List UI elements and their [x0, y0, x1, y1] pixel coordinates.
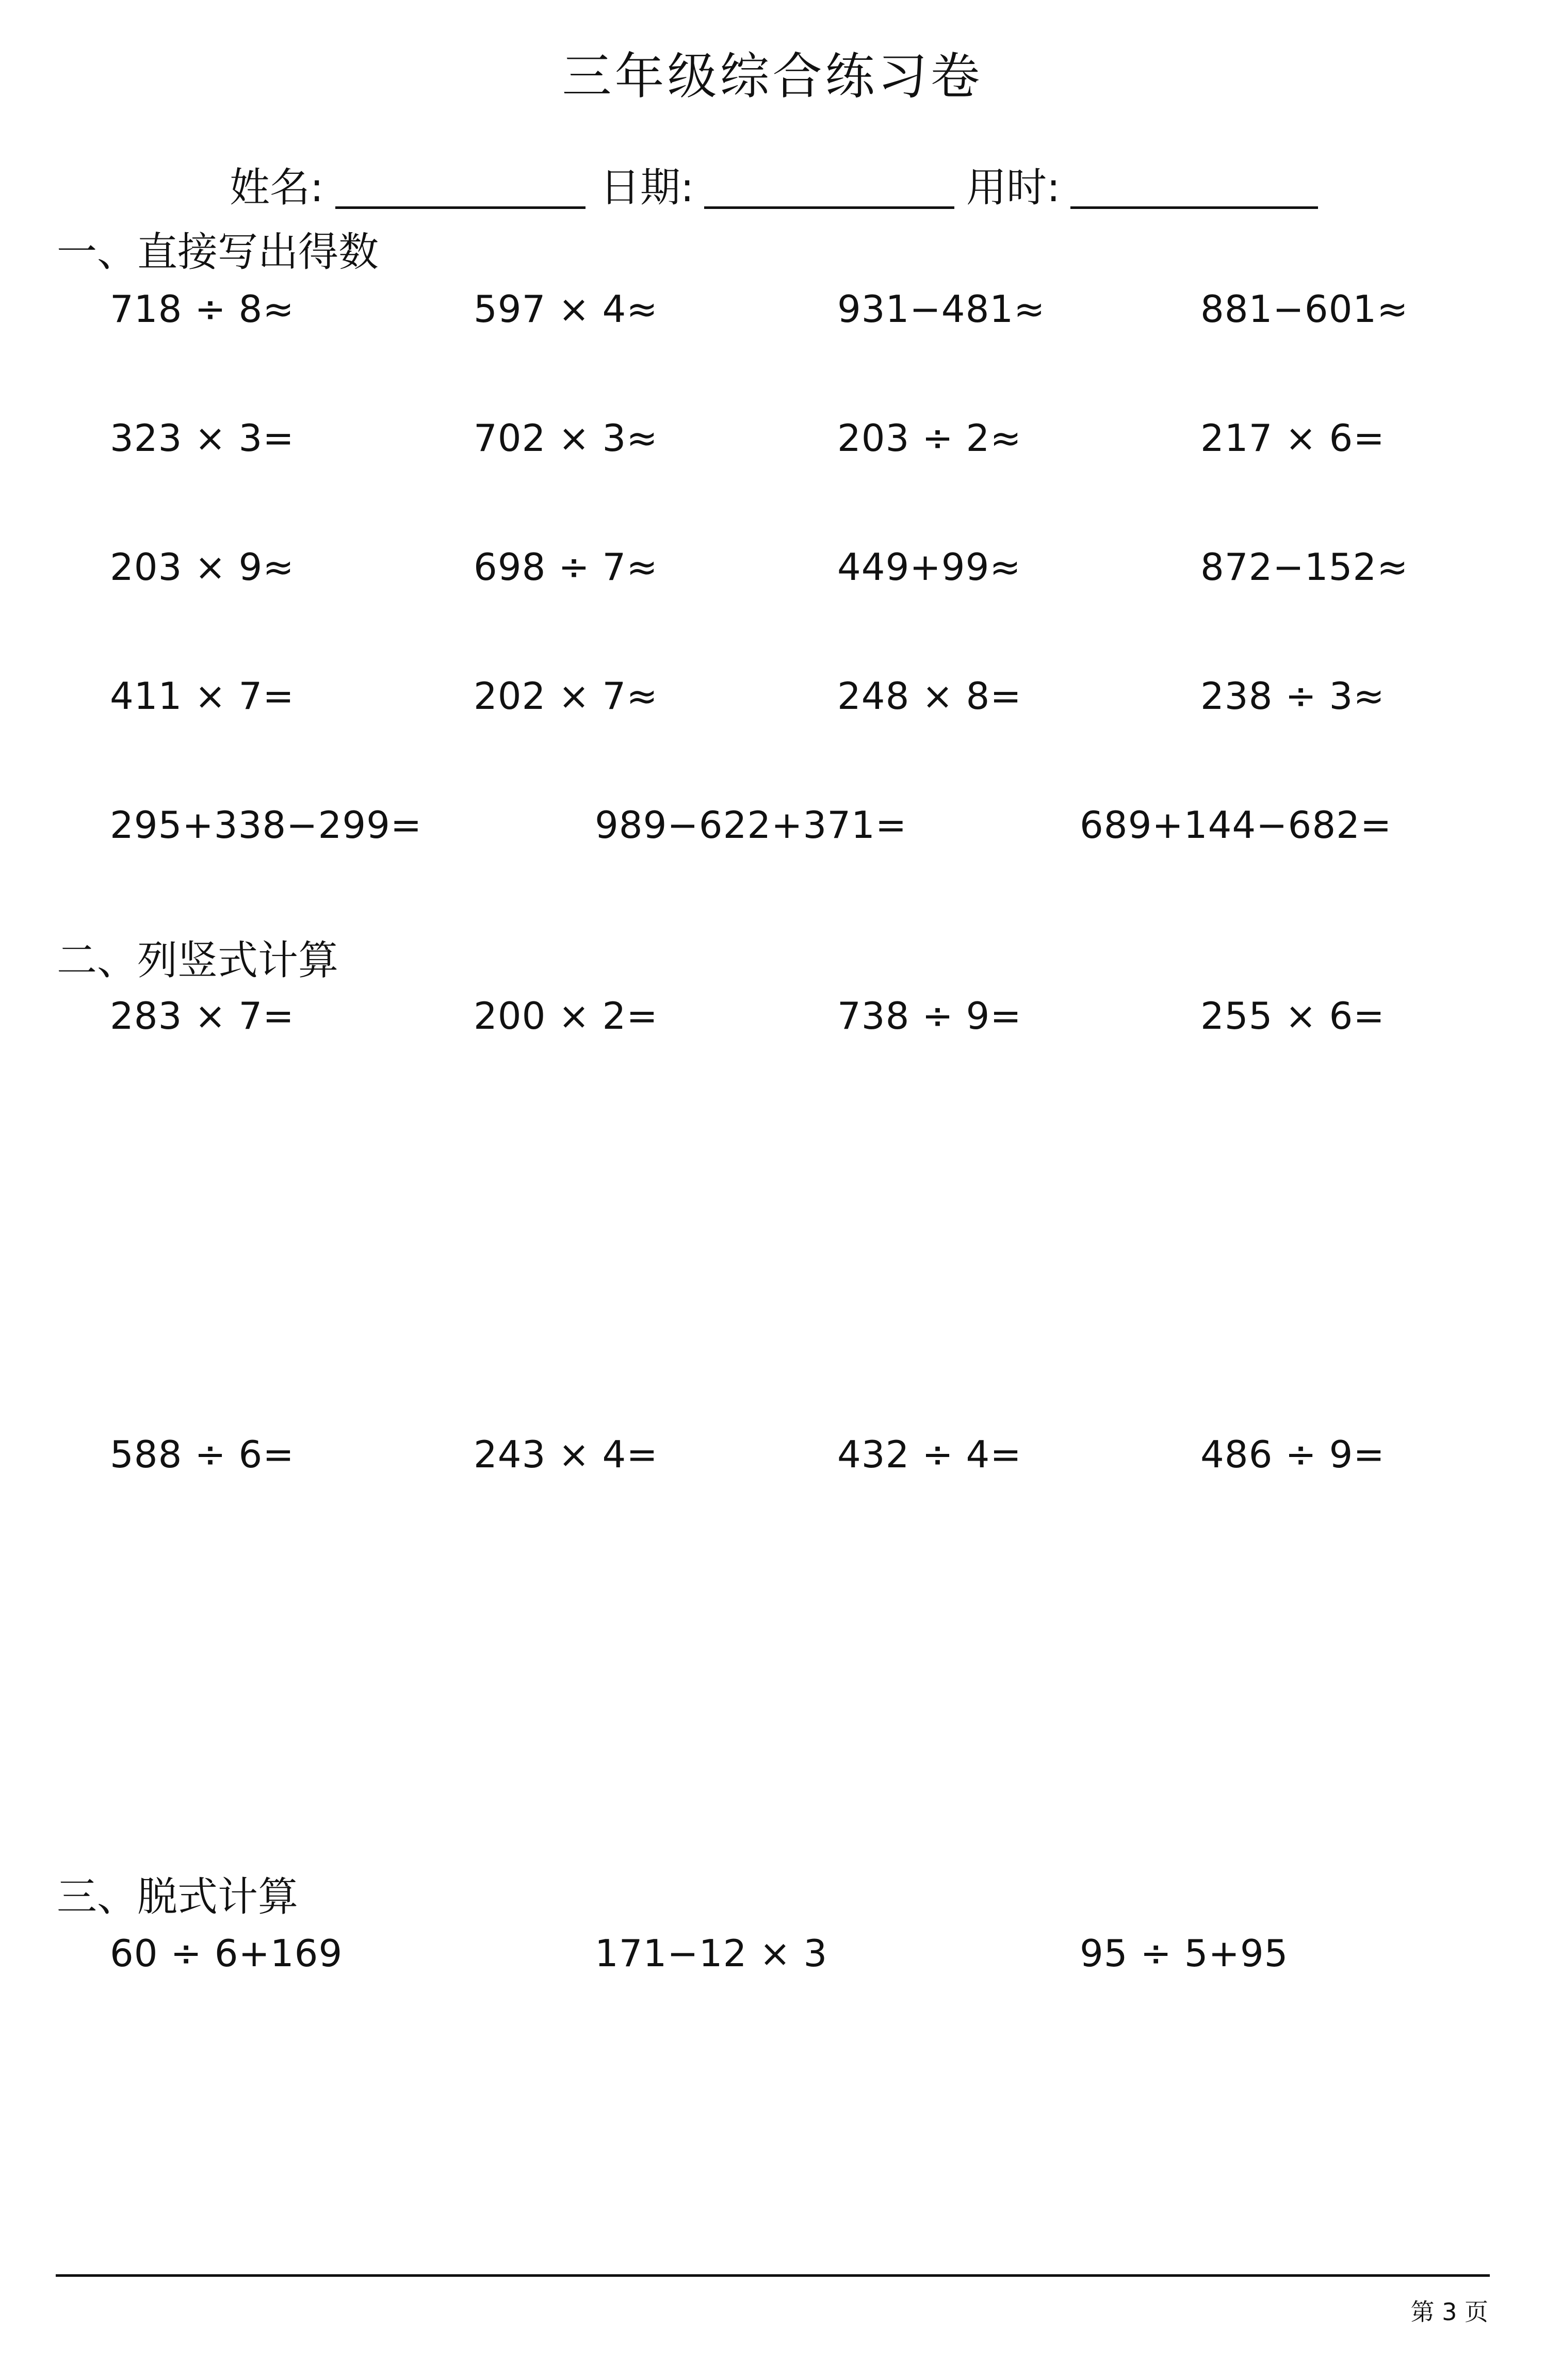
problem: 243 × 4=: [474, 1433, 658, 1476]
problem: 931−481≈: [837, 287, 1046, 331]
problem: 588 ÷ 6=: [110, 1433, 295, 1476]
problem: 203 × 9≈: [110, 545, 295, 589]
problem: 238 ÷ 3≈: [1200, 674, 1385, 718]
problem: 411 × 7=: [110, 674, 295, 718]
problem: 872−152≈: [1200, 545, 1409, 589]
time-blank[interactable]: [1070, 206, 1318, 209]
name-blank[interactable]: [335, 206, 586, 209]
problem: 203 ÷ 2≈: [837, 416, 1022, 460]
problem: 248 × 8=: [837, 674, 1022, 718]
problem: 718 ÷ 8≈: [110, 287, 295, 331]
section-title-direct-answers: 一、直接写出得数: [57, 229, 379, 276]
problem: 689+144−682=: [1080, 803, 1392, 847]
date-blank[interactable]: [704, 206, 954, 209]
page-number: 第 3 页: [1410, 2298, 1488, 2326]
section-title-vertical-calculation: 二、列竖式计算: [57, 937, 339, 984]
problem: 738 ÷ 9=: [837, 994, 1022, 1038]
problem: 486 ÷ 9=: [1200, 1433, 1385, 1476]
problem: 989−622+371=: [595, 803, 907, 847]
problem: 171−12 × 3: [595, 1932, 828, 1975]
name-label: 姓名:: [230, 165, 324, 211]
problem: 202 × 7≈: [474, 674, 658, 718]
problem: 323 × 3=: [110, 416, 295, 460]
problem: 255 × 6=: [1200, 994, 1385, 1038]
problem: 698 ÷ 7≈: [474, 545, 658, 589]
worksheet-title: 三年级综合练习卷: [562, 47, 983, 105]
footer-divider: [56, 2274, 1490, 2277]
problem: 217 × 6=: [1200, 416, 1385, 460]
problem: 881−601≈: [1200, 287, 1409, 331]
problem: 95 ÷ 5+95: [1080, 1932, 1289, 1975]
problem: 449+99≈: [837, 545, 1021, 589]
problem: 432 ÷ 4=: [837, 1433, 1022, 1476]
problem: 283 × 7=: [110, 994, 295, 1038]
date-label: 日期:: [600, 165, 694, 211]
problem: 295+338−299=: [110, 803, 422, 847]
time-label: 用时:: [966, 165, 1061, 211]
problem: 702 × 3≈: [474, 416, 658, 460]
problem: 60 ÷ 6+169: [110, 1932, 343, 1975]
section-title-step-calculation: 三、脱式计算: [57, 1874, 299, 1920]
problem: 200 × 2=: [474, 994, 658, 1038]
problem: 597 × 4≈: [474, 287, 658, 331]
